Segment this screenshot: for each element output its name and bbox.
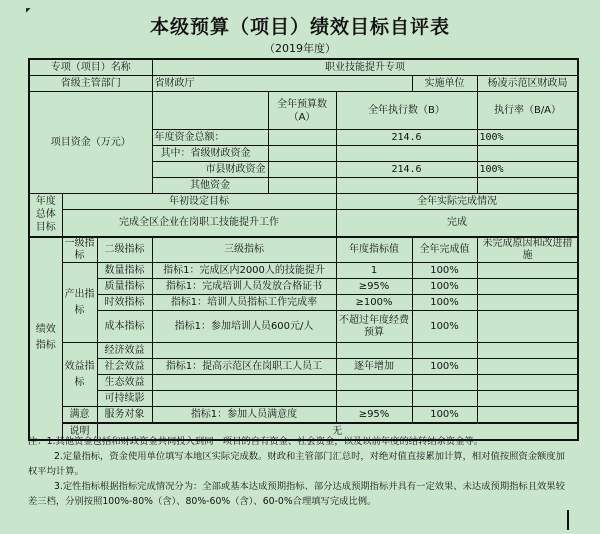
funds-row-b[interactable]: 214.6 [336,162,477,178]
level3-cell[interactable]: 指标1：培训人员指标工作完成率 [152,295,336,311]
performance-header-row [29,237,578,263]
annual-goal-header-row [29,194,578,210]
funds-row-rate[interactable]: 100% [477,130,578,146]
funds-row-a[interactable] [268,178,336,194]
annual-goal-label: 年度总体目标 [29,194,62,237]
level1-satisfaction: 满意 [62,407,97,424]
level1-output: 产出指标 [62,263,97,343]
remarks-label: 说明 [62,423,97,440]
level1-header: 一级指标 [62,237,97,263]
reason-cell[interactable] [477,279,578,295]
indicator-row [29,375,578,391]
indicator-row [29,311,578,343]
funds-row-b[interactable] [336,146,477,162]
funds-col-rate-header: 执行率（B/A） [477,92,578,130]
level2-cell: 社会效益 [97,359,152,375]
page-title: 本级预算（项目）绩效目标自评表 [149,16,450,38]
indicator-row [29,263,578,279]
target-cell[interactable]: ≥95% [336,407,412,424]
reason-cell[interactable] [477,407,578,424]
level3-cell[interactable]: 指标1：提高示范区在岗职工人员工 [152,359,336,375]
dept-value[interactable]: 省财政厅 [152,76,412,92]
planned-goal-header: 年初设定目标 [62,194,336,210]
impl-unit-label: 实施单位 [412,76,477,92]
target-header: 年度指标值 [336,237,412,263]
level2-cell: 服务对象 [97,407,152,424]
note-3: 3.定性指标根据指标完成情况分为：全部或基本达成预期指标、部分达成预期指标并具有一定效果、未达成预期指标且效果较差三档，分别按照100%-80%（含）、80%-60%（含）、60-0%合理填写完成比例。 [28,481,565,507]
level3-cell[interactable]: 指标1：完成培训人员发放合格证书 [152,279,336,295]
reason-cell[interactable] [477,391,578,407]
reason-cell[interactable] [477,375,578,391]
level2-cell: 生态效益 [97,375,152,391]
actual-header: 全年完成值 [412,237,477,263]
actual-goal-header: 全年实际完成情况 [336,194,578,210]
actual-cell[interactable] [412,375,477,391]
level3-cell[interactable] [152,391,336,407]
level3-cell[interactable]: 指标1：参加培训人员600元/人 [152,311,336,343]
actual-cell[interactable]: 100% [412,311,477,343]
dept-label: 省级主管部门 [29,76,152,92]
funds-row-label: 市县财政资金 [152,162,268,178]
funds-section-label: 项目资金（万元） [29,92,152,194]
funds-row-rate[interactable] [477,146,578,162]
project-name-label: 专项（项目）名称 [29,59,152,76]
level3-cell[interactable]: 指标1：参加人员满意度 [152,407,336,424]
target-cell[interactable]: 逐年增加 [336,359,412,375]
planned-goal-value[interactable]: 完成全区企业在岗职工技能提升工作 [62,210,336,237]
indicator-row [29,295,578,311]
funds-header-row [29,92,578,130]
level2-cell: 数量指标 [97,263,152,279]
indicator-row [29,343,578,359]
reason-cell[interactable] [477,295,578,311]
indicator-row [29,407,578,424]
actual-cell[interactable]: 100% [412,279,477,295]
actual-cell[interactable]: 100% [412,359,477,375]
level2-cell: 成本指标 [97,311,152,343]
target-cell[interactable]: ≥95% [336,279,412,295]
self-evaluation-table [28,58,579,441]
level3-header: 三级指标 [152,237,336,263]
funds-row-label: 年度资金总额： [152,130,268,146]
funds-col-b-header: 全年执行数（B） [336,92,477,130]
target-cell[interactable] [336,343,412,359]
level2-cell: 经济效益 [97,343,152,359]
annual-goal-value-row [29,210,578,237]
reason-cell[interactable] [477,343,578,359]
funds-row-label: 其他资金 [152,178,268,194]
actual-cell[interactable] [412,391,477,407]
target-cell[interactable]: 1 [336,263,412,279]
target-cell[interactable]: ≥100% [336,295,412,311]
performance-section-label: 绩效指标 [29,237,62,441]
actual-goal-value[interactable]: 完成 [336,210,578,237]
note-2: 2.定量指标，资金使用单位填写本地区实际完成数。财政和主管部门汇总时，对绝对值直接累加计算，相对值按照资金额度加权平均计算。 [28,451,565,477]
funds-row-label: 其中：省级财政资金 [152,146,268,162]
project-name-value[interactable]: 职业技能提升专项 [152,59,578,76]
funds-row-a[interactable] [268,130,336,146]
target-cell[interactable] [336,375,412,391]
funds-row-b[interactable]: 214.6 [336,130,477,146]
level2-cell: 质量指标 [97,279,152,295]
remarks-value[interactable]: 无 [97,423,578,440]
level2-cell: 时效指标 [97,295,152,311]
reason-cell[interactable] [477,311,578,343]
funds-row-b[interactable] [336,178,477,194]
text-cursor [567,510,569,530]
actual-cell[interactable]: 100% [412,263,477,279]
reason-cell[interactable] [477,359,578,375]
dept-row [29,76,578,92]
funds-row-rate[interactable] [477,178,578,194]
target-cell[interactable]: 不超过年度经费预算 [336,311,412,343]
page-subtitle: （2019年度） [264,42,336,55]
level3-cell[interactable] [152,375,336,391]
funds-row-a[interactable] [268,162,336,178]
indicator-row [29,279,578,295]
impl-unit-value[interactable]: 杨凌示范区财政局 [477,76,578,92]
indicator-row [29,391,578,407]
level3-cell[interactable]: 指标1：完成区内2000人的技能提升 [152,263,336,279]
funds-col-a-header: 全年预算数（A） [268,92,336,130]
actual-cell[interactable] [412,343,477,359]
funds-row-a[interactable] [268,146,336,162]
actual-cell[interactable]: 100% [412,407,477,424]
actual-cell[interactable]: 100% [412,295,477,311]
reason-header: 未完成原因和改进措施 [477,237,578,263]
notes-section [28,434,568,509]
note-1: 注：1.其他资金包括和财政资金共同投入到同一项目的自有资金、社会资金，以及以前年度的结转结余资金等。 [28,436,484,447]
corner-marker: ◤ [26,7,31,14]
level3-cell[interactable] [152,343,336,359]
level2-header: 二级指标 [97,237,152,263]
indicator-row [29,359,578,375]
project-name-row [29,59,578,76]
funds-row-rate[interactable]: 100% [477,162,578,178]
level2-cell: 可持续影 [97,391,152,407]
target-cell[interactable] [336,391,412,407]
level1-benefit: 效益指标 [62,343,97,407]
reason-cell[interactable] [477,263,578,279]
funds-header-blank [152,92,268,130]
